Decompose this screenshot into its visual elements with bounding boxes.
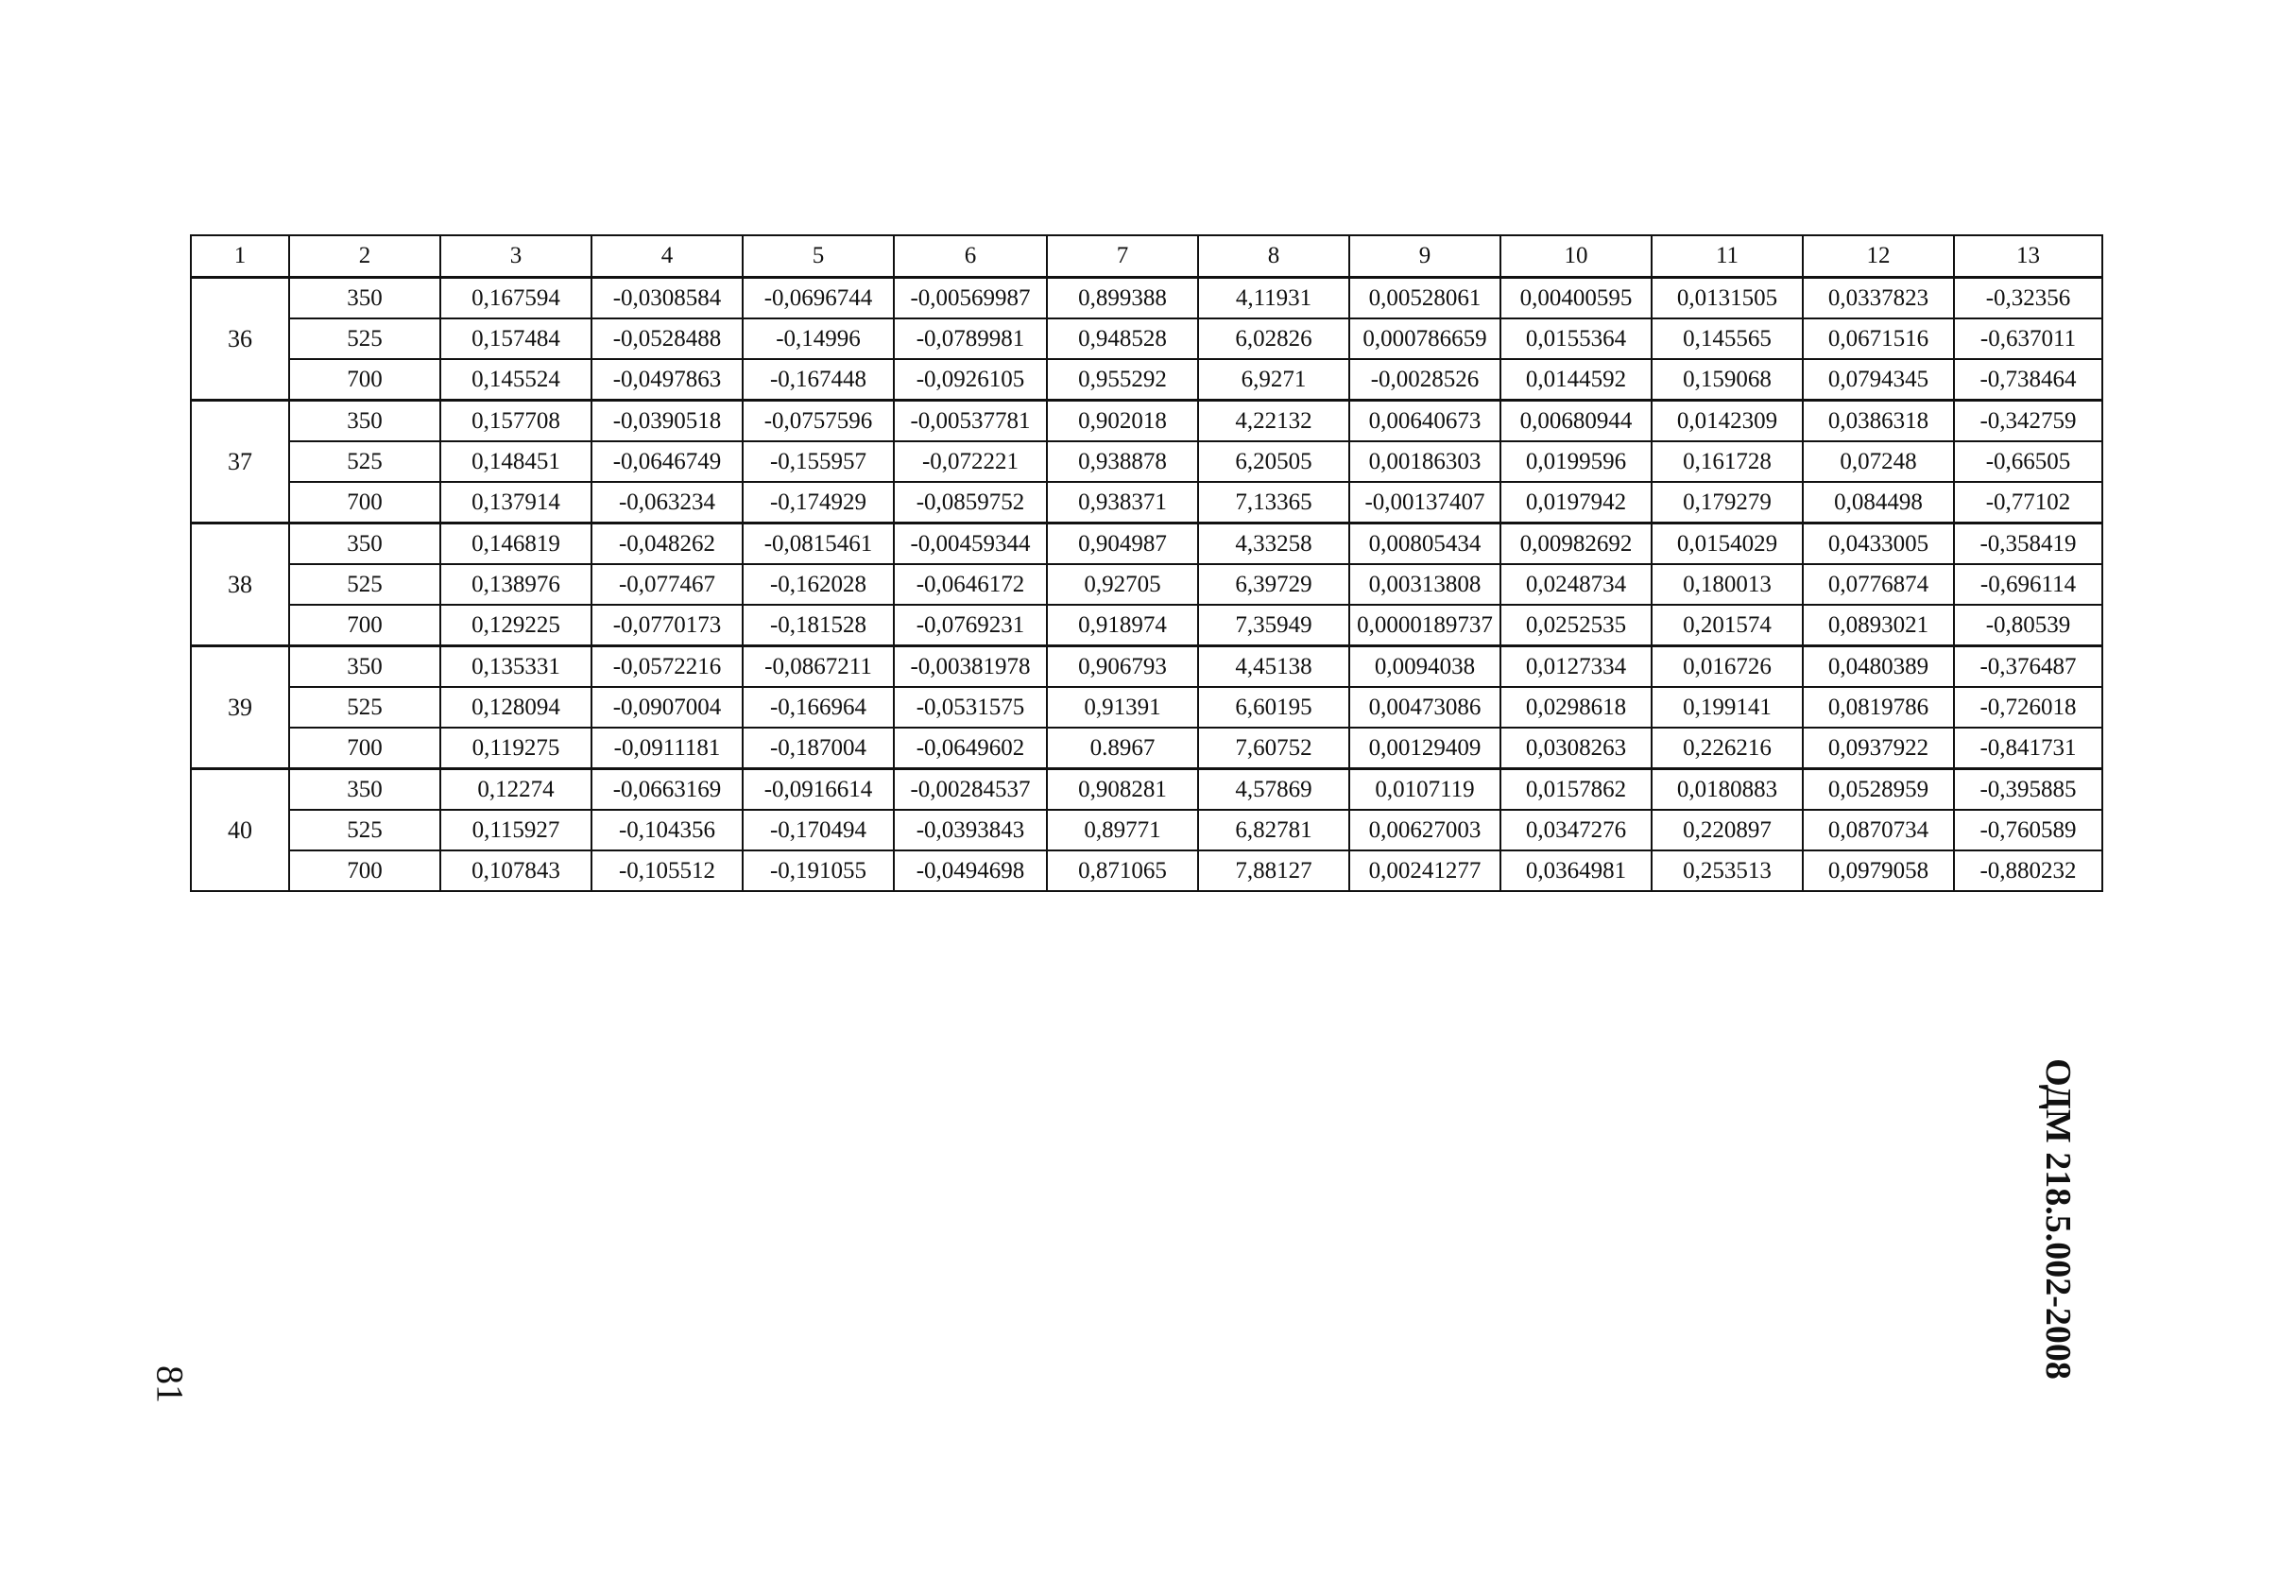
table-cell: -0,00569987: [894, 278, 1047, 319]
table-cell: 0.8967: [1047, 728, 1198, 769]
table-cell: 0,016726: [1652, 646, 1803, 688]
row-group: [191, 278, 2102, 401]
table-cell: 525: [289, 810, 440, 850]
table-cell: 0,00129409: [1349, 728, 1500, 769]
column-header: 4: [591, 235, 743, 278]
group-id-cell: 40: [191, 769, 289, 892]
table-cell: -0,0572216: [591, 646, 743, 688]
table-cell: -0,738464: [1954, 359, 2102, 401]
table-cell: 525: [289, 318, 440, 359]
table-cell: -0,191055: [743, 850, 894, 891]
table-row: [191, 810, 2102, 850]
table-cell: 0,135331: [440, 646, 591, 688]
table-cell: 0,904987: [1047, 523, 1198, 565]
table-cell: 0,0937922: [1803, 728, 1954, 769]
column-header: 8: [1198, 235, 1349, 278]
table-cell: -0,0911181: [591, 728, 743, 769]
table-cell: 7,60752: [1198, 728, 1349, 769]
column-header: 7: [1047, 235, 1198, 278]
table-cell: 0,00627003: [1349, 810, 1500, 850]
table-cell: -0,00459344: [894, 523, 1047, 565]
table-cell: 0,0870734: [1803, 810, 1954, 850]
table-cell: -0,187004: [743, 728, 894, 769]
table-row: [191, 318, 2102, 359]
table-cell: -0,0497863: [591, 359, 743, 401]
table-cell: -0,880232: [1954, 850, 2102, 891]
table-cell: 0,12274: [440, 769, 591, 811]
table-cell: 0,199141: [1652, 687, 1803, 728]
table-cell: 0,00640673: [1349, 401, 1500, 442]
table-row: [191, 441, 2102, 482]
table-cell: 0,253513: [1652, 850, 1803, 891]
table-cell: 4,33258: [1198, 523, 1349, 565]
table-cell: -0,0907004: [591, 687, 743, 728]
table-cell: -0,174929: [743, 482, 894, 523]
table-cell: 0,89771: [1047, 810, 1198, 850]
table-cell: 6,60195: [1198, 687, 1349, 728]
table-cell: -0,048262: [591, 523, 743, 565]
table-cell: 0,92705: [1047, 564, 1198, 605]
table-cell: -0,00537781: [894, 401, 1047, 442]
table-cell: 0,0347276: [1500, 810, 1652, 850]
table-cell: 0,0979058: [1803, 850, 1954, 891]
table-row: [191, 278, 2102, 319]
table-cell: -0,0770173: [591, 605, 743, 646]
table-row: [191, 728, 2102, 769]
row-group: [191, 646, 2102, 769]
table-cell: 0,0671516: [1803, 318, 1954, 359]
table-cell: 0,0107119: [1349, 769, 1500, 811]
table-cell: 0,00528061: [1349, 278, 1500, 319]
header-row: [191, 235, 2102, 278]
table-cell: -0,0789981: [894, 318, 1047, 359]
table-cell: 0,0094038: [1349, 646, 1500, 688]
group-id-cell: 38: [191, 523, 289, 646]
column-header: 12: [1803, 235, 1954, 278]
table-cell: 0,906793: [1047, 646, 1198, 688]
column-header: 11: [1652, 235, 1803, 278]
table-cell: 0,00473086: [1349, 687, 1500, 728]
row-group: [191, 401, 2102, 523]
table-cell: 0,159068: [1652, 359, 1803, 401]
table-cell: 0,0142309: [1652, 401, 1803, 442]
table-cell: 0,938371: [1047, 482, 1198, 523]
table-cell: 6,20505: [1198, 441, 1349, 482]
table-cell: -0,726018: [1954, 687, 2102, 728]
table-cell: 0,938878: [1047, 441, 1198, 482]
table-cell: 350: [289, 646, 440, 688]
table-cell: -0,00381978: [894, 646, 1047, 688]
table-cell: 6,39729: [1198, 564, 1349, 605]
table-cell: 0,0528959: [1803, 769, 1954, 811]
table-cell: 0,0248734: [1500, 564, 1652, 605]
table-cell: 0,0433005: [1803, 523, 1954, 565]
table-cell: 0,00313808: [1349, 564, 1500, 605]
table-cell: 350: [289, 278, 440, 319]
table-cell: 350: [289, 769, 440, 811]
table-row: [191, 482, 2102, 523]
table-cell: 0,07248: [1803, 441, 1954, 482]
table-cell: -0,155957: [743, 441, 894, 482]
table-cell: -0,105512: [591, 850, 743, 891]
table-cell: 0,00400595: [1500, 278, 1652, 319]
table-cell: 7,13365: [1198, 482, 1349, 523]
table-cell: 0,0794345: [1803, 359, 1954, 401]
table-cell: 0,908281: [1047, 769, 1198, 811]
table-cell: -0,170494: [743, 810, 894, 850]
table-cell: 700: [289, 482, 440, 523]
table-cell: 4,11931: [1198, 278, 1349, 319]
table-cell: 700: [289, 359, 440, 401]
table-cell: -0,077467: [591, 564, 743, 605]
table-row: [191, 605, 2102, 646]
table-cell: 525: [289, 564, 440, 605]
column-header: 2: [289, 235, 440, 278]
table-cell: 0,0127334: [1500, 646, 1652, 688]
table-cell: 0,129225: [440, 605, 591, 646]
table-cell: 0,0180883: [1652, 769, 1803, 811]
table-row: [191, 687, 2102, 728]
column-header: 13: [1954, 235, 2102, 278]
table-cell: 6,9271: [1198, 359, 1349, 401]
table-cell: -0,66505: [1954, 441, 2102, 482]
table-cell: 0,137914: [440, 482, 591, 523]
table-cell: 0,107843: [440, 850, 591, 891]
table-cell: -0,0815461: [743, 523, 894, 565]
table-cell: 0,00680944: [1500, 401, 1652, 442]
table-cell: 0,180013: [1652, 564, 1803, 605]
table-cell: -0,00137407: [1349, 482, 1500, 523]
table-cell: -0,0926105: [894, 359, 1047, 401]
table-cell: 0,955292: [1047, 359, 1198, 401]
table-cell: 7,88127: [1198, 850, 1349, 891]
group-id-cell: 36: [191, 278, 289, 401]
column-header: 1: [191, 235, 289, 278]
table-cell: -0,104356: [591, 810, 743, 850]
table-cell: 0,226216: [1652, 728, 1803, 769]
table-cell: 7,35949: [1198, 605, 1349, 646]
table-cell: 0,179279: [1652, 482, 1803, 523]
table-cell: 0,0197942: [1500, 482, 1652, 523]
table-cell: 0,148451: [440, 441, 591, 482]
table-cell: 0,0000189737: [1349, 605, 1500, 646]
table-cell: 0,145565: [1652, 318, 1803, 359]
table-cell: 0,0819786: [1803, 687, 1954, 728]
column-header: 10: [1500, 235, 1652, 278]
table-cell: 350: [289, 523, 440, 565]
table-cell: -0,162028: [743, 564, 894, 605]
table-cell: -0,342759: [1954, 401, 2102, 442]
table-cell: 0,0480389: [1803, 646, 1954, 688]
table-row: [191, 850, 2102, 891]
table-cell: -0,32356: [1954, 278, 2102, 319]
table-cell: 0,201574: [1652, 605, 1803, 646]
table-cell: 0,0155364: [1500, 318, 1652, 359]
table-row: [191, 646, 2102, 688]
table-cell: -0,0663169: [591, 769, 743, 811]
table-cell: 0,157708: [440, 401, 591, 442]
table-cell: -0,0308584: [591, 278, 743, 319]
table-cell: 0,084498: [1803, 482, 1954, 523]
table-cell: 700: [289, 605, 440, 646]
table-cell: 0,00186303: [1349, 441, 1500, 482]
table-cell: -0,0390518: [591, 401, 743, 442]
table-cell: -0,80539: [1954, 605, 2102, 646]
table-cell: -0,0646749: [591, 441, 743, 482]
table-cell: 0,145524: [440, 359, 591, 401]
table-cell: 0,0337823: [1803, 278, 1954, 319]
table-cell: 0,871065: [1047, 850, 1198, 891]
table-cell: 0,119275: [440, 728, 591, 769]
table-cell: -0,637011: [1954, 318, 2102, 359]
table-cell: 0,000786659: [1349, 318, 1500, 359]
document-code: ОДМ 218.5.002-2008: [2038, 1058, 2078, 1380]
table-cell: -0,063234: [591, 482, 743, 523]
table-cell: 0,0154029: [1652, 523, 1803, 565]
table-cell: -0,0696744: [743, 278, 894, 319]
table-cell: 0,899388: [1047, 278, 1198, 319]
table-cell: 0,146819: [440, 523, 591, 565]
table-cell: -0,167448: [743, 359, 894, 401]
table-cell: 0,0157862: [1500, 769, 1652, 811]
table-cell: -0,166964: [743, 687, 894, 728]
table-cell: 350: [289, 401, 440, 442]
table-cell: 6,82781: [1198, 810, 1349, 850]
column-header: 5: [743, 235, 894, 278]
table-header: [191, 235, 2102, 278]
table-cell: -0,841731: [1954, 728, 2102, 769]
table-row: [191, 523, 2102, 565]
table-cell: 0,0298618: [1500, 687, 1652, 728]
table-cell: 0,91391: [1047, 687, 1198, 728]
table-cell: -0,358419: [1954, 523, 2102, 565]
table-cell: 4,45138: [1198, 646, 1349, 688]
table-cell: -0,760589: [1954, 810, 2102, 850]
row-group: [191, 523, 2102, 646]
table-cell: 0,0308263: [1500, 728, 1652, 769]
table-cell: 0,0386318: [1803, 401, 1954, 442]
table-cell: 0,161728: [1652, 441, 1803, 482]
table-cell: -0,0757596: [743, 401, 894, 442]
table-cell: -0,0916614: [743, 769, 894, 811]
table-cell: 0,0364981: [1500, 850, 1652, 891]
table-cell: 0,0199596: [1500, 441, 1652, 482]
column-header: 9: [1349, 235, 1500, 278]
table-cell: 0,0131505: [1652, 278, 1803, 319]
table-cell: 0,0252535: [1500, 605, 1652, 646]
table-cell: 0,948528: [1047, 318, 1198, 359]
data-table: [190, 234, 2103, 892]
table-cell: 700: [289, 850, 440, 891]
table-cell: 0,0893021: [1803, 605, 1954, 646]
table-cell: 6,02826: [1198, 318, 1349, 359]
table-cell: 0,902018: [1047, 401, 1198, 442]
table-cell: -0,696114: [1954, 564, 2102, 605]
table-cell: -0,0494698: [894, 850, 1047, 891]
table-cell: 0,0776874: [1803, 564, 1954, 605]
table-cell: 0,220897: [1652, 810, 1803, 850]
table-cell: 0,918974: [1047, 605, 1198, 646]
table-cell: -0,0867211: [743, 646, 894, 688]
column-header: 3: [440, 235, 591, 278]
table-cell: -0,181528: [743, 605, 894, 646]
table-cell: -0,0393843: [894, 810, 1047, 850]
group-id-cell: 37: [191, 401, 289, 523]
table-cell: -0,395885: [1954, 769, 2102, 811]
table-cell: 0,00805434: [1349, 523, 1500, 565]
table-cell: -0,77102: [1954, 482, 2102, 523]
table-cell: 525: [289, 687, 440, 728]
table-cell: 4,57869: [1198, 769, 1349, 811]
table-cell: -0,0859752: [894, 482, 1047, 523]
table-cell: -0,0769231: [894, 605, 1047, 646]
table-cell: -0,00284537: [894, 769, 1047, 811]
table-cell: -0,0531575: [894, 687, 1047, 728]
table-row: [191, 564, 2102, 605]
table-cell: -0,072221: [894, 441, 1047, 482]
table-cell: 0,167594: [440, 278, 591, 319]
table-cell: 4,22132: [1198, 401, 1349, 442]
table-cell: 0,128094: [440, 687, 591, 728]
table-cell: -0,0649602: [894, 728, 1047, 769]
table-cell: 0,00982692: [1500, 523, 1652, 565]
table-cell: 525: [289, 441, 440, 482]
table-cell: -0,0028526: [1349, 359, 1500, 401]
table-cell: -0,0646172: [894, 564, 1047, 605]
table-cell: 0,0144592: [1500, 359, 1652, 401]
table-cell: 0,138976: [440, 564, 591, 605]
table-row: [191, 359, 2102, 401]
table-cell: -0,14996: [743, 318, 894, 359]
table-cell: 700: [289, 728, 440, 769]
table-cell: 0,157484: [440, 318, 591, 359]
page-number: 81: [148, 1365, 192, 1403]
column-header: 6: [894, 235, 1047, 278]
table-cell: 0,00241277: [1349, 850, 1500, 891]
row-group: [191, 769, 2102, 892]
table-row: [191, 769, 2102, 811]
table-cell: -0,376487: [1954, 646, 2102, 688]
table-row: [191, 401, 2102, 442]
table-cell: 0,115927: [440, 810, 591, 850]
table-cell: -0,0528488: [591, 318, 743, 359]
group-id-cell: 39: [191, 646, 289, 769]
